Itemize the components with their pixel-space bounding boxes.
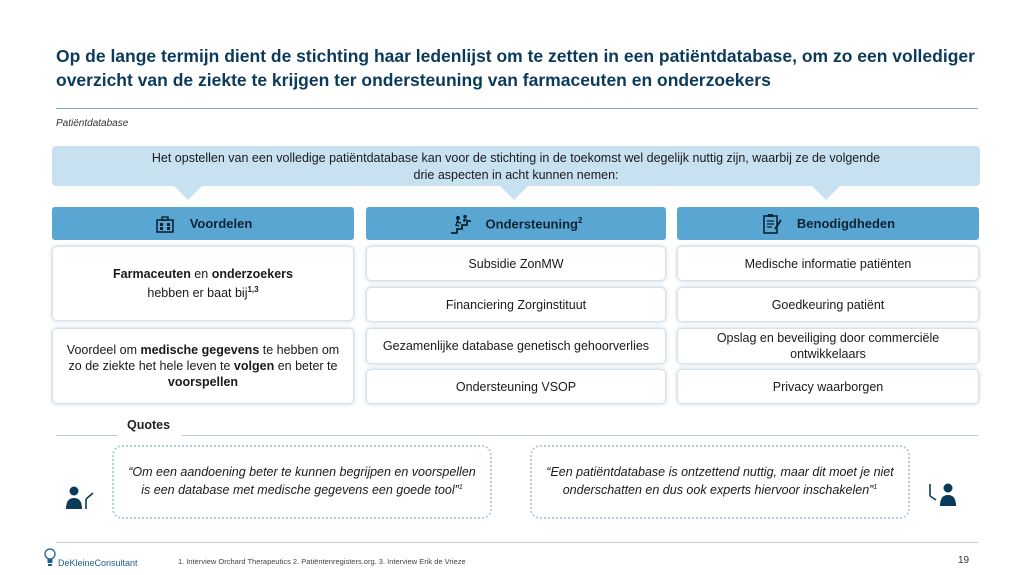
quotes-divider — [56, 435, 118, 436]
intro-line-2: drie aspecten in acht kunnen nemen: — [413, 168, 619, 182]
column-header-label: Benodigdheden — [796, 216, 896, 231]
column-header-voordelen — [52, 207, 354, 240]
footnote-ref: 1,3 — [247, 284, 259, 294]
intro-banner — [52, 146, 980, 186]
footnotes: 1. Interview Orchard Therapeutics 2. Patiëntenregisters.org. 3. Interview Erik de Vrieze — [178, 557, 466, 566]
column-header-ondersteuning — [366, 207, 666, 240]
footnote-ref: 1 — [458, 484, 463, 492]
quote-left: “Om een aandoening beter te kunnen begrijpen en voorspellen is een database met medische gegevens een goede tool”$^1$ — [112, 445, 492, 519]
intro-line-1: Het opstellen van een volledige patiëntdatabase kan voor de stichting in de toekomst wel degelijk nuttig zijn, waarbij ze de volgende — [151, 151, 881, 165]
benodigdheden-item: Goedkeuring patiënt — [677, 287, 979, 322]
benodigdheden-item: Privacy waarborgen — [677, 369, 979, 404]
ondersteuning-item: Financiering Zorginstituut — [366, 287, 666, 322]
footer-divider — [56, 542, 978, 543]
footnote-ref: 2 — [578, 215, 583, 225]
quotes-divider — [182, 435, 978, 436]
column-header-benodigdheden — [677, 207, 979, 240]
ondersteuning-item: Ondersteuning VSOP — [366, 369, 666, 404]
voordelen-box-2: Voordeel om medische gegevens te hebben om zo de ziekte het hele leven te volgen en beter te voorspellen — [52, 328, 354, 404]
lightbulb-icon — [44, 548, 56, 568]
briefcase-icon — [154, 213, 176, 235]
arrow-down-icon — [812, 186, 840, 200]
person-icon — [66, 485, 94, 511]
ondersteuning-item: Subsidie ZonMW — [366, 246, 666, 281]
page-title: Op de lange termijn dient de stichting haar ledenlijst om te zetten in een patiëntdatabase, om zo een vollediger overzicht van de ziekte te krijgen ter ondersteuning van farmaceuten en onderzoekers — [56, 46, 975, 90]
clipboard-pen-icon — [761, 213, 783, 235]
person-icon — [928, 480, 956, 506]
benodigdheden-item: Opslag en beveiliging door commerciële ontwikkelaars — [677, 328, 979, 364]
quotes-label: Quotes — [127, 418, 171, 432]
voordelen-box-1: Farmaceuten en onderzoekers hebben er baat bij$^{1,3}$ — [52, 246, 354, 321]
arrow-down-icon — [500, 186, 528, 200]
arrow-down-icon — [174, 186, 202, 200]
page-number: 19 — [958, 555, 970, 566]
column-header-label: Ondersteuning$^2$ — [485, 215, 583, 232]
title-divider — [56, 108, 978, 109]
footnote-ref: 1 — [873, 484, 878, 492]
ondersteuning-item: Gezamenlijke database genetisch gehoorverlies — [366, 328, 666, 364]
quote-right: “Een patiëntdatabase is ontzettend nuttig, maar dit moet je niet onderschatten en dus ook experts hiervoor inschakelen”$^1$ — [530, 445, 910, 519]
logo-text: DeKleineConsultant — [58, 558, 138, 568]
benodigdheden-item: Medische informatie patiënten — [677, 246, 979, 281]
logo — [44, 548, 138, 568]
section-label: Patiëntdatabase — [56, 118, 129, 129]
column-header-label: Voordelen — [189, 216, 253, 231]
stairs-climbing-icon — [450, 213, 472, 235]
